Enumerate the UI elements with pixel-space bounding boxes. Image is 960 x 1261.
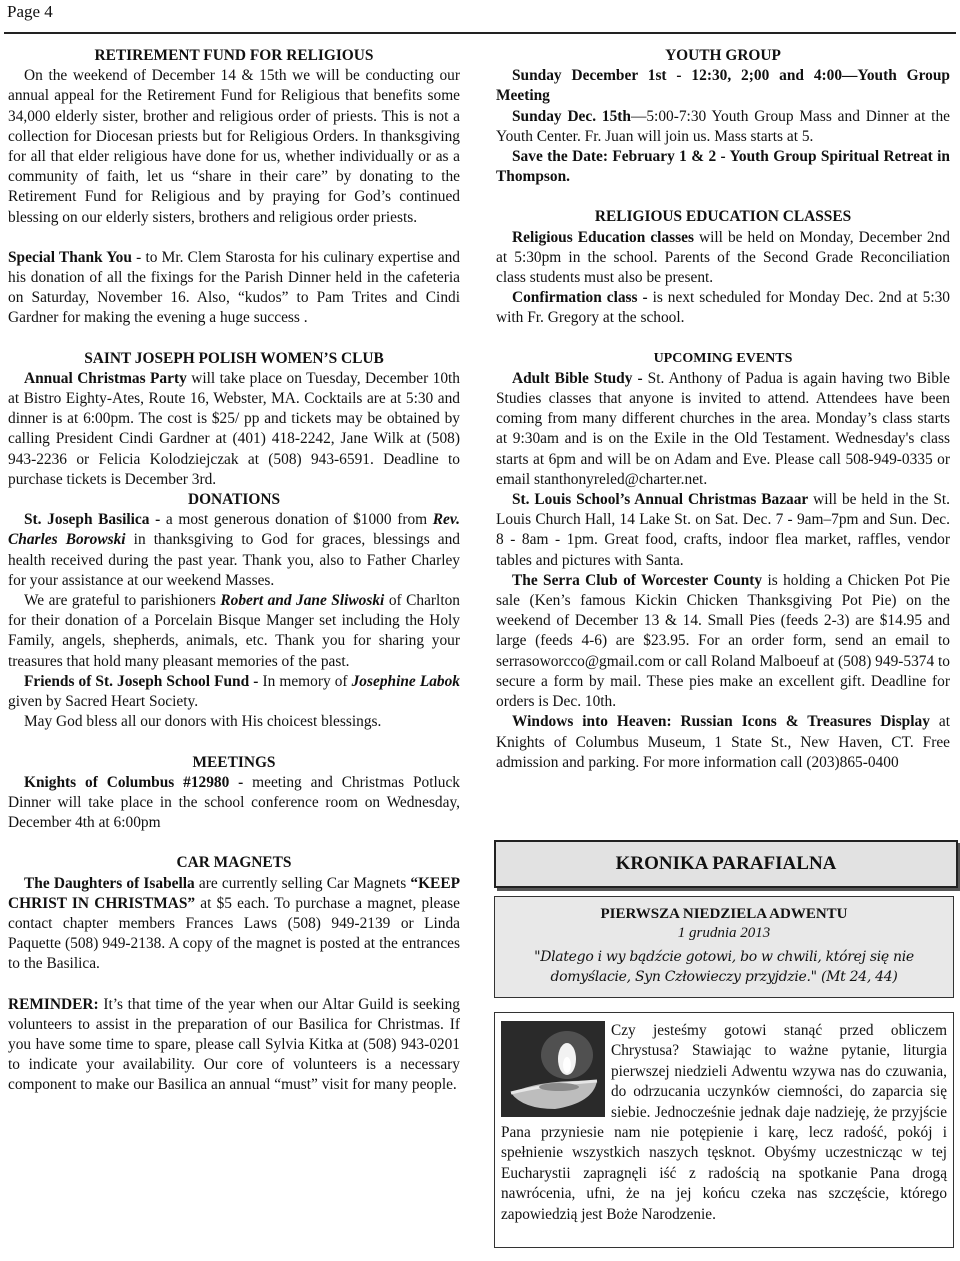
donation-basilica bbox=[8, 510, 460, 591]
youth-retreat-text: Save the Date: February 1 & 2 - Youth Group Spiritual Retreat in Thompson. bbox=[496, 148, 950, 186]
kronika-parafialna-banner: KRONIKA PARAFIALNA bbox=[494, 840, 958, 888]
confirmation-lead: Confirmation class - bbox=[512, 289, 648, 307]
advent-date: 1 grudnia 2013 bbox=[677, 925, 771, 941]
header-rule bbox=[4, 32, 956, 34]
donor-name-sliwoski: Robert and Jane Sliwoski bbox=[220, 592, 385, 610]
donation-basilica-text: a most generous donation of $1000 from bbox=[160, 511, 433, 529]
donations-title: DONATIONS bbox=[187, 491, 281, 509]
confirmation-paragraph bbox=[496, 288, 950, 328]
retirement-fund-title: RETIREMENT FUND FOR RELIGIOUS bbox=[94, 47, 374, 64]
car-magnets-paragraph bbox=[8, 874, 460, 975]
youth-group-title: YOUTH GROUP bbox=[665, 47, 781, 64]
donation-basilica-rest: in thanksgiving to God for graces, blessings and health received during the past year. Thank you, also to Father Charley for your assistance at our weekend Masses. bbox=[8, 531, 460, 589]
youth-mass-text: —5:00-7:30 Youth Group Mass and Dinner at the Youth Center. Fr. Juan will join us. Mass starts at 5. bbox=[496, 107, 950, 145]
youth-mass bbox=[496, 107, 950, 147]
religious-ed-title: RELIGIOUS EDUCATION CLASSES bbox=[594, 208, 852, 226]
daughters-lead: The Daughters of Isabella bbox=[24, 874, 195, 892]
donation-basilica-lead: St. Joseph Basilica - bbox=[24, 511, 161, 529]
car-magnets-rest: at $5 each. To purchase a magnet, please contact chapter members Frances Laws (508) 949-2139 or Linda Paquette (508) 949-2138. A copy of the magnet is posted at the entrances to the Basilica. bbox=[8, 894, 460, 973]
christmas-party-lead: Annual Christmas Party bbox=[24, 369, 187, 387]
icons-exhibit-text: at Knights of Columbus Museum, 1 State St., New Haven, CT. Free admission and parking. For more information call (203)865-0400 bbox=[496, 713, 950, 771]
youth-mass-date: Sunday Dec. 15th bbox=[512, 107, 631, 125]
polish-reflection-box bbox=[494, 1012, 954, 1248]
serra-club-lead: The Serra Club of Worcester County bbox=[512, 571, 763, 589]
icons-exhibit-lead: Windows into Heaven: Russian Icons & Treasures Display bbox=[512, 713, 930, 731]
bible-study-text: St. Anthony of Padua is again having two Bible Studies classes that anyone is invited to attend. Attendees have been coming from many different churches in the area. Monday’s class starts at 9:30am and is on the Exile in the Old Testament. Wednesday's class starts at 6pm and will be on Adam and Eve. Please call 508-949-0335 or email stanthonyreled@charter.net. bbox=[496, 369, 950, 488]
donor-name-borowski: Rev. Charles Borowski bbox=[8, 511, 460, 549]
youth-retreat bbox=[496, 147, 950, 187]
advent-quote: "Dlatego i wy bądźcie gotowi, bo w chwili, której się nie domyślacie, Syn Człowieczy przyjdzie." (Mt 24, 44) bbox=[534, 949, 914, 985]
reminder-lead: REMINDER: bbox=[8, 995, 99, 1013]
knights-lead: Knights of Columbus #12980 - bbox=[24, 773, 244, 791]
upcoming-events-title: UPCOMING EVENTS bbox=[653, 350, 793, 366]
donation-school-fund bbox=[8, 672, 460, 712]
confirmation-text: is next scheduled for Monday Dec. 2nd at 5:30 with Fr. Gregory at the school. bbox=[496, 289, 950, 327]
memorial-name-labok: Josephine Labok bbox=[351, 672, 460, 690]
candle-icon bbox=[501, 1021, 605, 1117]
donation-manger bbox=[8, 591, 460, 672]
right-column bbox=[496, 46, 950, 773]
special-thanks-text: - to Mr. Clem Starosta for his culinary expertise and his donation of all the fixings for the Parish Dinner held in the cafeteria on Saturday, November 16. Also, “kudos” to Pam Trites and Cindi Gardner for making the evening a huge success . bbox=[8, 248, 460, 327]
page-number: Page 4 bbox=[7, 2, 53, 21]
bazaar-paragraph bbox=[496, 490, 950, 571]
religious-ed-lead: Religious Education classes bbox=[512, 228, 694, 246]
retirement-fund-text: On the weekend of December 14 & 15th we will be conducting our annual appeal for the Retirement Fund for Religious that benefits some 34,000 elderly sister, brother and religious order of priests. This is not a collection for Diocesan priests but for Religious Orders. In thanksgiving for all that elder religious have done for us, whether individually or as a community of faith, let us “share in their care” by donating to the Retirement Fund for Religious and by praying for God’s continued blessing on our elderly sisters, brothers and religious order priests. bbox=[8, 67, 460, 226]
donation-manger-text: We are grateful to parishioners bbox=[24, 592, 221, 610]
bazaar-text: will be held in the St. Louis Church Hall, 14 Lake St. on Sat. Dec. 7 - 9am–7pm and Sun. Dec. 8 - 8am - 1pm. Great food, crafts, indoor flea market, raffles, vendor tables and pictures with Santa. bbox=[496, 491, 950, 569]
magnet-slogan: “KEEP CHRIST IN CHRISTMAS” bbox=[8, 874, 460, 912]
womens-club-title: SAINT JOSEPH POLISH WOMEN’S CLUB bbox=[84, 349, 384, 367]
youth-meeting-text: Sunday December 1st - 12:30, 2;00 and 4:00—Youth Group Meeting bbox=[496, 67, 950, 105]
meetings-paragraph bbox=[8, 773, 460, 834]
school-fund-lead: Friends of St. Joseph School Fund - bbox=[24, 672, 259, 690]
advent-title: PIERWSZA NIEDZIELA ADWENTU bbox=[600, 906, 848, 922]
left-column bbox=[8, 46, 460, 1096]
reminder-paragraph bbox=[8, 995, 460, 1096]
special-thanks-paragraph bbox=[8, 248, 460, 329]
polish-reflection-text: Czy jesteśmy gotowi stanąć przed obliczem Chrystusa? Stawiając to ważne pytanie, liturgia pierwszej niedzieli Adwentu wzywa nas do czuwania, do odrzucania uczynków ciemności, do zaparcia się siebie. Jednocześnie jednak daje nadzieję, że przyjście Pana przyniesie nam nie potępienie i karę, lecz radość, pokój i spełnienie wszystkich naszych tęsknot. Obyśmy uczestnicząc w tej Eucharystii zapragnęli iść z radością na spotkanie Pana drogą nawrócenia, ufni, że na jej końcu czeka nas szczęście, którego zapowiedzią jest Boże Narodzenie. bbox=[501, 1022, 947, 1223]
car-magnets-title: CAR MAGNETS bbox=[176, 854, 292, 872]
donations-blessing: May God bless all our donors with His choicest blessings. bbox=[24, 713, 382, 731]
school-fund-rest: given by Sacred Heart Society. bbox=[8, 693, 199, 711]
donation-manger-rest: of Charlton for their donation of a Porcelain Bisque Manger set including the Holy Family, angels, shepherds, animals, etc. Thank you for sharing your treasures that hold many pleasant memories of the past. bbox=[8, 592, 460, 670]
icons-exhibit-paragraph bbox=[496, 712, 950, 773]
reminder-text: It’s that time of the year when our Altar Guild is seeking volunteers to assist in the preparation of our Basilica for Christmas. If you have some time to spare, please call Sylvia Kitka at (508) 943-0201 to indicate your availability. Our core of volunteers is a necessary component to make our Basilica an annual “must” visit for many people. bbox=[8, 995, 460, 1094]
meetings-title: MEETINGS bbox=[192, 753, 276, 771]
womens-club-text: will take place on Tuesday, December 10th at Bistro Eighty-Ates, Route 16, Webster, MA. Cocktails are at 5:30 and dinner is at 6:00pm. The cost is $25/ pp and tickets may be obtained by calling President Cindi Gardner at (401) 418-2242, Jane Wilk at (508) 943-2236 or Felicia Kolodziejczak at (508) 943-6591. Deadline to purchase tickets is December 3rd. bbox=[8, 369, 461, 488]
bazaar-lead: St. Louis School’s Annual Christmas Bazaar bbox=[512, 491, 809, 509]
womens-club-paragraph bbox=[8, 369, 460, 490]
car-magnets-text: are currently selling Car Magnets bbox=[194, 874, 411, 892]
meetings-text: meeting and Christmas Potluck Dinner will take place in the school conference room on Wednesday, December 4th at 6:00pm bbox=[8, 773, 460, 832]
youth-meeting bbox=[496, 66, 950, 106]
special-thanks-lead: Special Thank You bbox=[8, 248, 132, 266]
bible-study-lead: Adult Bible Study - bbox=[512, 369, 643, 387]
religious-ed-paragraph bbox=[496, 228, 950, 289]
advent-box bbox=[494, 896, 954, 998]
serra-club-text: is holding a Chicken Pot Pie sale (Ken’s famous Kickin Chicken Thanksgiving Pot Pie) on the weekend of December 13 & 14. Small Pies (feeds 2-3) are $14.95 and large (feeds 4-6) are $23.95. For an order form, send an email to serrasoworcco@gmail.com or call Roland Malboeuf at (508) 949-5374 to secure a form by mail. These pies make an excellent gift. Deadline for orders is Dec. 10th. bbox=[496, 571, 950, 711]
serra-club-paragraph bbox=[496, 571, 950, 712]
religious-ed-text: will be held on Monday, December 2nd at 5:30pm in the school. Parents of the Second Grade Reconciliation class students must also be present. bbox=[496, 228, 950, 287]
school-fund-text: In memory of bbox=[258, 672, 352, 690]
bible-study-paragraph bbox=[496, 369, 950, 490]
